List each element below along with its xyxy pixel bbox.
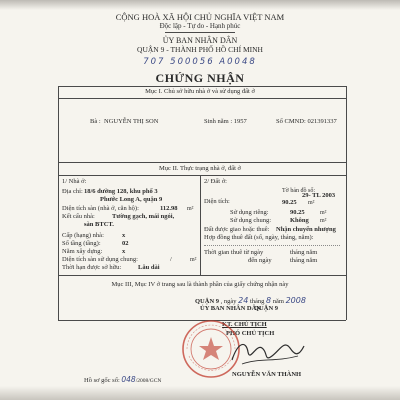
section-1-heading: Mục I. Chủ sở hữu nhà ở và sử dụng đất ở: [145, 88, 255, 95]
handwritten-signature-icon: [228, 334, 306, 370]
id-number-row: [276, 119, 337, 126]
ownership-term-value: Lâu dài: [138, 264, 160, 271]
district-name: QUẬN 9 - THÀNH PHỐ HỒ CHÍ MINH: [137, 45, 263, 54]
issuer-district: QUẬN 9: [254, 305, 279, 312]
section-2-heading: Mục II. Thực trạng nhà ở, đất ở: [159, 165, 241, 172]
issuer-name: ỦY BAN NHÂN DÂN: [200, 305, 261, 312]
house-grade-label: Cấp (hạng) nhà:: [62, 232, 104, 239]
shared-floor-area-label: Diện tích sàn sử dụng chung:: [62, 256, 138, 263]
date-prefix: , ngày: [220, 298, 237, 305]
certificate-title: CHỨNG NHẬN: [155, 71, 245, 85]
signer-name: NGUYỄN VĂN THÀNH: [232, 371, 302, 378]
date-year-label: năm: [272, 298, 284, 305]
section-3-rule: [58, 275, 346, 276]
section-3-note: Mục III, Mục IV ở trang sau là thành phần của giấy chứng nhận này: [111, 281, 289, 288]
motto: Độc lập - Tự do - Hạnh phúc: [159, 22, 241, 30]
signer-role: PHÓ CHỦ TỊCH: [226, 330, 275, 337]
section-2-rule-top: [58, 162, 346, 163]
certificate-serial-number: 707 500056 A0048: [143, 57, 257, 67]
date-day: 24: [238, 296, 249, 305]
built-area-unit: m²: [187, 206, 194, 212]
scan-shadow-top: [0, 0, 400, 10]
birth-year-value: 1957: [233, 118, 247, 125]
land-area-unit: m²: [308, 200, 315, 206]
lease-contract-blank: [204, 245, 340, 246]
parcel-label: Tờ bản đồ số:: [282, 188, 316, 194]
section-1-rule: [58, 98, 346, 99]
motto-underline: [165, 32, 235, 33]
shared-use-unit: m²: [320, 218, 327, 224]
shared-use-label: Sử dụng chung:: [230, 217, 272, 224]
signature-place: QUẬN 9: [195, 298, 220, 305]
on-behalf-label: KT. CHỦ TỊCH: [222, 321, 267, 328]
lease-contract-label: Hợp đồng thuê đất (số, ngày, tháng, năm):: [204, 234, 314, 241]
house-label: 1/ Nhà ở:: [62, 178, 87, 185]
land-origin-label: Đất được giao hoặc thuê:: [204, 226, 270, 233]
build-year-label: Năm xây dựng:: [62, 248, 103, 255]
record-label: Hồ sơ gốc số:: [84, 377, 120, 384]
structure-value-line-2: sàn BTCT.: [84, 221, 114, 228]
owner-prefix: Bà :: [90, 118, 101, 125]
ownership-term-label: Thời hạn được sở hữu:: [62, 264, 122, 271]
structure-value-line-1: Tường gạch, mái ngói,: [112, 213, 175, 220]
record-number: [84, 376, 161, 385]
land-label: 2/ Đất ở:: [204, 178, 227, 185]
built-area-label: Diện tích sàn (nhà ở, căn hộ):: [62, 205, 139, 212]
record-value: 048: [121, 375, 136, 384]
country-name: CỘNG HOÀ XÃ HỘI CHỦ NGHĨA VIỆT NAM: [115, 12, 285, 22]
shared-floor-area-unit: m²: [190, 257, 197, 263]
lease-to-label: đến ngày: [248, 257, 272, 264]
house-grade-value: x: [122, 232, 126, 239]
parcel-value: 29- TL 2003: [302, 192, 336, 199]
date-month-label: tháng: [249, 298, 265, 305]
house-address-line-1: 18/6 đường 128, khu phố 3: [84, 188, 158, 195]
own-use-label: Sử dụng riêng:: [230, 209, 269, 216]
built-area-value: 112.98: [160, 205, 178, 212]
own-use-unit: m²: [320, 210, 327, 216]
shared-floor-area-value: /: [170, 256, 172, 263]
id-number-label: Số CMND:: [276, 118, 308, 125]
lease-from-label: Thời gian thuê từ ngày: [204, 249, 264, 256]
floors-label: Số tầng (tầng):: [62, 240, 101, 247]
id-number-value: 021391337: [307, 118, 337, 125]
land-area-label: Diện tích:: [204, 198, 230, 205]
section-2-rule-bottom: [58, 175, 346, 176]
house-address-line-2: Phước Long A, quận 9: [100, 196, 163, 203]
owner-name: NGUYỄN THỊ SON: [104, 118, 159, 125]
birth-year-row: [204, 119, 247, 126]
date-month: 8: [266, 296, 272, 305]
build-year-value: x: [122, 248, 126, 255]
floors-value: 02: [122, 240, 129, 247]
lease-to-date: tháng năm: [290, 257, 318, 264]
own-use-value: 90.25: [290, 209, 305, 216]
record-suffix: /2008/GCN: [135, 378, 162, 384]
committee-name: ỦY BAN NHÂN DÂN: [162, 36, 238, 45]
land-area-value: 90.25: [282, 199, 297, 206]
land-origin-value: Nhận chuyển nhượng: [276, 226, 336, 233]
scan-shadow-bottom: [0, 386, 400, 400]
shared-use-value: Không: [290, 217, 309, 224]
section-2-divider: [200, 175, 201, 275]
structure-label: Kết cấu nhà:: [62, 213, 95, 220]
frame-top: [58, 86, 346, 87]
house-address-label: Địa chỉ:: [62, 188, 83, 195]
birth-year-label: Sinh năm :: [204, 118, 234, 125]
date-year: 2008: [285, 296, 306, 305]
lease-from-date: tháng năm: [290, 249, 318, 256]
